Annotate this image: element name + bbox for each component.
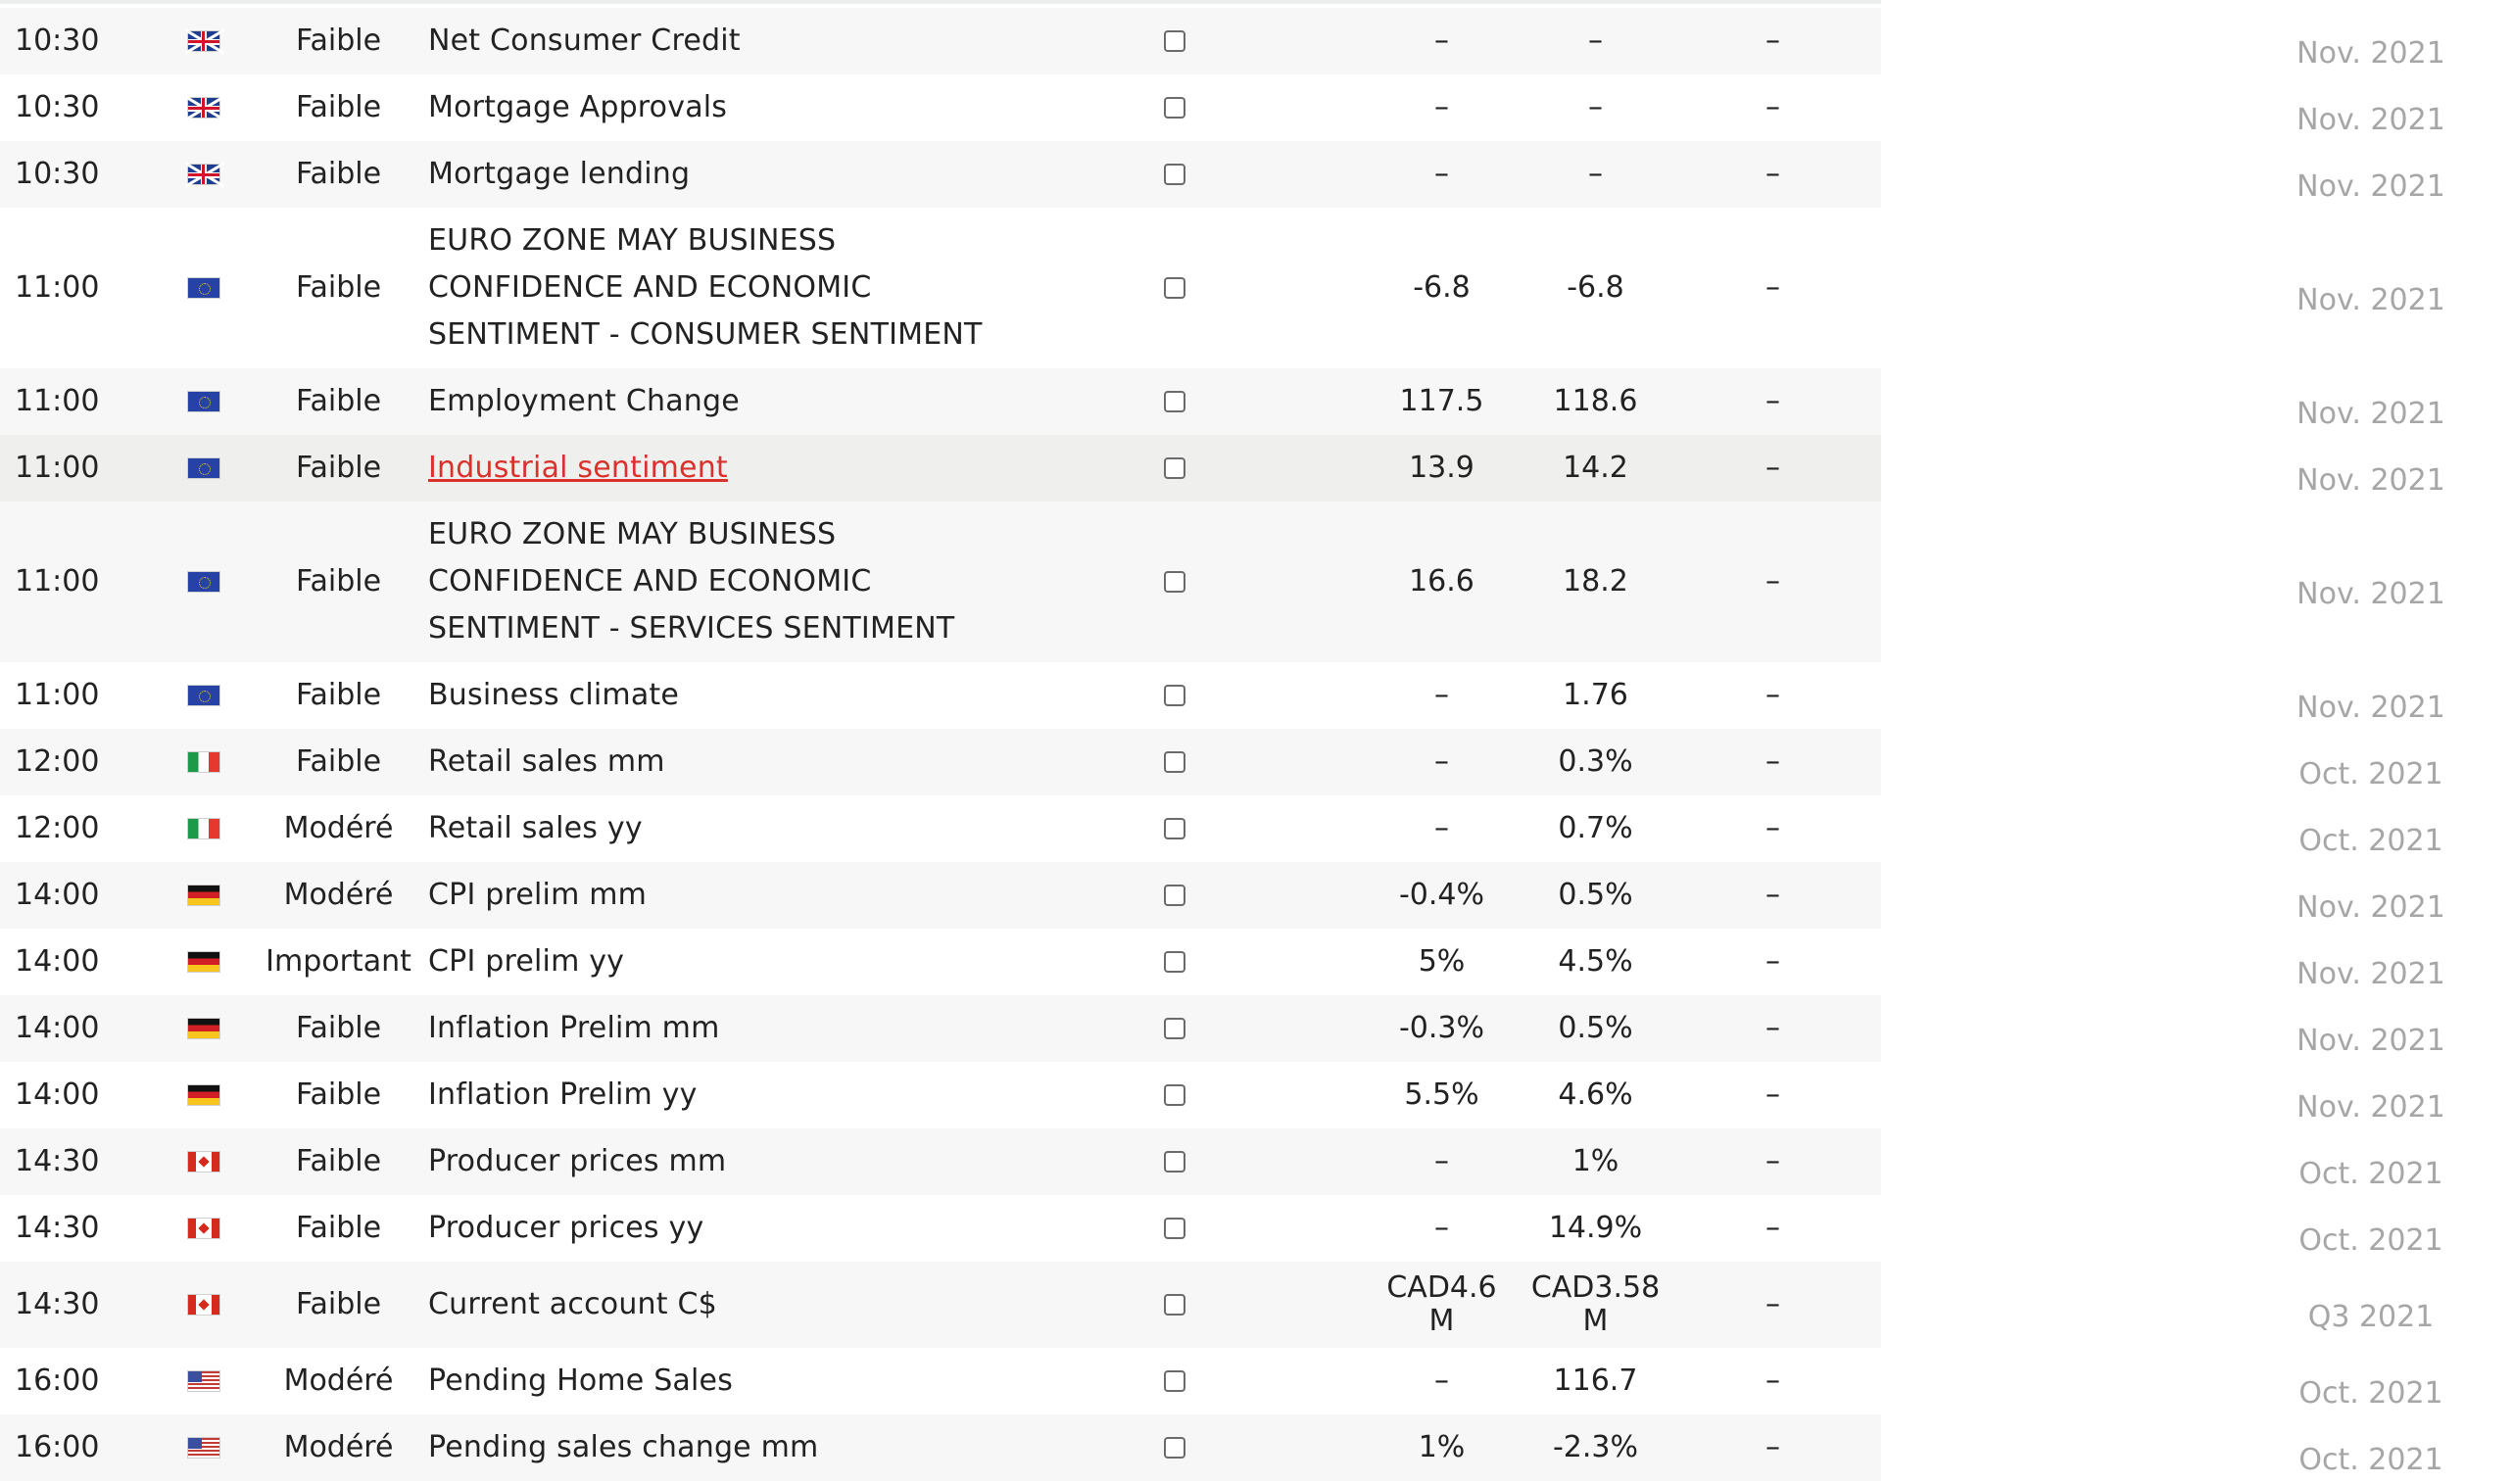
alert-checkbox[interactable]: [1164, 164, 1185, 185]
country-flag-cell: [155, 751, 253, 773]
importance-label: Modéré: [283, 878, 394, 912]
country-flag-cell: [155, 457, 253, 479]
forecast-value: 4.5%: [1558, 944, 1633, 979]
previous-value: –: [1434, 157, 1449, 191]
previous-value: –: [1434, 1364, 1449, 1398]
actual-value: –: [1765, 878, 1780, 912]
forecast-value: 4.6%: [1558, 1077, 1633, 1112]
event-name: [424, 511, 1032, 652]
germany-flag-icon: [187, 1018, 220, 1039]
event-name-text: Retail sales yy: [428, 811, 643, 845]
forecast-value: CAD3.58 M: [1530, 1270, 1661, 1338]
table-row[interactable]: [0, 795, 2443, 862]
event-name-text: Net Consumer Credit: [428, 24, 741, 58]
event-time: 16:00: [15, 1430, 100, 1464]
alert-checkbox[interactable]: [1164, 685, 1185, 706]
previous-value: -6.8: [1413, 270, 1471, 305]
reference-period: Oct. 2021: [2298, 757, 2443, 791]
actual-value: –: [1765, 944, 1780, 979]
event-time: 11:00: [15, 451, 100, 485]
alert-checkbox[interactable]: [1164, 391, 1185, 412]
importance-label: Faible: [295, 744, 382, 779]
economic-calendar-table: [0, 8, 2445, 1481]
uk-flag-icon: [187, 97, 220, 119]
alert-checkbox[interactable]: [1164, 818, 1185, 839]
country-flag-cell: [155, 1218, 253, 1239]
alert-checkbox[interactable]: [1164, 1151, 1185, 1173]
country-flag-cell: [155, 164, 253, 185]
actual-value: –: [1765, 270, 1780, 305]
table-row[interactable]: [0, 74, 2445, 141]
table-row[interactable]: [0, 1128, 2443, 1195]
previous-value: –: [1434, 811, 1449, 845]
actual-value: –: [1765, 384, 1780, 418]
event-name: [424, 378, 1032, 425]
importance-label: Important: [266, 944, 411, 979]
table-row[interactable]: [0, 662, 2445, 729]
event-name-text: Mortgage Approvals: [428, 90, 728, 124]
importance-label: Faible: [295, 678, 382, 712]
forecast-value: 18.2: [1563, 564, 1628, 598]
actual-value: –: [1765, 678, 1780, 712]
country-flag-cell: [155, 951, 253, 973]
importance-label: Faible: [295, 1011, 382, 1045]
event-time: 12:00: [15, 811, 100, 845]
event-time: 16:00: [15, 1364, 100, 1398]
previous-value: 13.9: [1409, 451, 1474, 485]
event-name: [424, 1205, 1032, 1252]
reference-period: Nov. 2021: [2296, 103, 2445, 137]
italy-flag-icon: [187, 818, 220, 839]
event-name-text: Inflation Prelim mm: [428, 1011, 720, 1045]
actual-value: –: [1765, 1287, 1780, 1321]
reference-period: Nov. 2021: [2296, 1090, 2445, 1125]
table-row[interactable]: [0, 368, 2445, 435]
country-flag-cell: [155, 885, 253, 906]
previous-value: 16.6: [1409, 564, 1474, 598]
event-name-text: Pending Home Sales: [428, 1364, 734, 1398]
country-flag-cell: [155, 1370, 253, 1392]
event-name: [424, 217, 1032, 359]
importance-label: Faible: [295, 384, 382, 418]
event-name: [424, 805, 1032, 852]
canada-flag-icon: [187, 1294, 220, 1316]
alert-checkbox[interactable]: [1164, 885, 1185, 906]
country-flag-cell: [155, 1018, 253, 1039]
forecast-value: 0.7%: [1558, 811, 1633, 845]
actual-value: –: [1765, 90, 1780, 124]
importance-label: Faible: [295, 564, 382, 598]
actual-value: –: [1765, 1144, 1780, 1178]
event-time: 11:00: [15, 384, 100, 418]
country-flag-cell: [155, 97, 253, 119]
table-row[interactable]: [0, 729, 2443, 795]
event-name-text: EURO ZONE MAY BUSINESS CONFIDENCE AND ECONOMIC SENTIMENT - SERVICES SENTIMENT: [428, 517, 955, 646]
germany-flag-icon: [187, 1084, 220, 1106]
alert-checkbox[interactable]: [1164, 951, 1185, 973]
reference-period: Nov. 2021: [2296, 577, 2445, 611]
event-name-text: CPI prelim mm: [428, 878, 648, 912]
previous-value: –: [1434, 1144, 1449, 1178]
germany-flag-icon: [187, 885, 220, 906]
table-row[interactable]: [0, 208, 2445, 368]
previous-value: –: [1434, 90, 1449, 124]
actual-value: –: [1765, 1430, 1780, 1464]
eu-flag-icon: [187, 277, 220, 299]
importance-label: Modéré: [283, 1430, 394, 1464]
previous-value: –: [1434, 1211, 1449, 1245]
actual-value: –: [1765, 1077, 1780, 1112]
previous-value: –: [1434, 744, 1449, 779]
event-name: [424, 84, 1032, 131]
previous-value: -0.3%: [1398, 1011, 1485, 1045]
event-name: [424, 739, 1032, 786]
event-name-text: Producer prices yy: [428, 1211, 704, 1245]
event-time: 11:00: [15, 270, 100, 305]
importance-label: Faible: [295, 270, 382, 305]
importance-label: Modéré: [283, 1364, 394, 1398]
alert-checkbox[interactable]: [1164, 30, 1185, 52]
event-time: 11:00: [15, 564, 100, 598]
event-name: [424, 1005, 1032, 1052]
event-link-text[interactable]: Industrial sentiment: [428, 451, 728, 485]
previous-value: 5.5%: [1404, 1077, 1479, 1112]
reference-period: Nov. 2021: [2296, 890, 2445, 925]
alert-checkbox[interactable]: [1164, 277, 1185, 299]
forecast-value: 1%: [1571, 1144, 1619, 1178]
eu-flag-icon: [187, 457, 220, 479]
actual-value: –: [1765, 157, 1780, 191]
table-row[interactable]: [0, 435, 2445, 502]
importance-label: Faible: [295, 1211, 382, 1245]
alert-checkbox-cell[interactable]: [1032, 164, 2445, 204]
reference-period: Nov. 2021: [2296, 283, 2445, 317]
reference-period: Nov. 2021: [2296, 1024, 2445, 1058]
actual-value: –: [1765, 564, 1780, 598]
event-name: [424, 1281, 1032, 1328]
forecast-value: -6.8: [1567, 270, 1624, 305]
importance-label: Faible: [295, 90, 382, 124]
event-time: 14:00: [15, 1077, 100, 1112]
event-name: [424, 1138, 1032, 1185]
event-name: [424, 151, 1032, 198]
forecast-value: 0.5%: [1558, 878, 1633, 912]
actual-value: –: [1765, 451, 1780, 485]
reference-period: Oct. 2021: [2298, 1443, 2443, 1477]
forecast-value: 0.3%: [1558, 744, 1633, 779]
event-name: [424, 1424, 1032, 1471]
forecast-value: 14.2: [1563, 451, 1628, 485]
country-flag-cell: [155, 818, 253, 839]
italy-flag-icon: [187, 751, 220, 773]
actual-value: –: [1765, 24, 1780, 58]
reference-period: Oct. 2021: [2298, 824, 2443, 858]
country-flag-cell: [155, 30, 253, 52]
alert-checkbox-cell[interactable]: [1032, 1151, 2443, 1191]
reference-period: Nov. 2021: [2296, 463, 2445, 498]
country-flag-cell: [155, 1294, 253, 1316]
reference-period: Oct. 2021: [2298, 1376, 2443, 1411]
forecast-value: –: [1588, 157, 1603, 191]
event-name-text: EURO ZONE MAY BUSINESS CONFIDENCE AND ECONOMIC SENTIMENT - CONSUMER SENTIMENT: [428, 223, 983, 352]
reference-period: Nov. 2021: [2296, 397, 2445, 431]
event-time: 10:30: [15, 157, 100, 191]
importance-label: Modéré: [283, 811, 394, 845]
event-name: [424, 18, 1032, 65]
event-time: 14:30: [15, 1144, 100, 1178]
event-name: [424, 872, 1032, 919]
table-row[interactable]: [0, 995, 2445, 1062]
previous-value: –: [1434, 678, 1449, 712]
actual-value: –: [1765, 811, 1780, 845]
event-time: 14:00: [15, 944, 100, 979]
usa-flag-icon: [187, 1370, 220, 1392]
table-row[interactable]: [0, 1195, 2443, 1262]
actual-value: –: [1765, 1364, 1780, 1398]
event-name-text: Producer prices mm: [428, 1144, 727, 1178]
reference-period: Nov. 2021: [2296, 691, 2445, 725]
eu-flag-icon: [187, 571, 220, 593]
actual-value: –: [1765, 1211, 1780, 1245]
country-flag-cell: [155, 277, 253, 299]
alert-checkbox[interactable]: [1164, 457, 1185, 479]
event-name-text: CPI prelim yy: [428, 944, 625, 979]
alert-checkbox[interactable]: [1164, 1018, 1185, 1039]
importance-label: Faible: [295, 1144, 382, 1178]
event-time: 14:30: [15, 1287, 100, 1321]
alert-checkbox[interactable]: [1164, 1218, 1185, 1239]
forecast-value: -2.3%: [1552, 1430, 1639, 1464]
alert-checkbox-cell[interactable]: [1032, 97, 2445, 137]
table-row[interactable]: [0, 862, 2445, 929]
table-row[interactable]: [0, 1414, 2443, 1481]
previous-value: 1%: [1418, 1430, 1466, 1464]
previous-value: -0.4%: [1398, 878, 1485, 912]
importance-label: Faible: [295, 157, 382, 191]
event-time: 11:00: [15, 678, 100, 712]
reference-period: Nov. 2021: [2296, 957, 2445, 991]
country-flag-cell: [155, 685, 253, 706]
event-name-text: Business climate: [428, 678, 680, 712]
reference-period: Q3 2021: [2307, 1300, 2435, 1334]
event-name: [424, 1072, 1032, 1119]
reference-period: Nov. 2021: [2296, 36, 2445, 71]
country-flag-cell: [155, 1437, 253, 1459]
eu-flag-icon: [187, 685, 220, 706]
table-row[interactable]: [0, 141, 2445, 208]
reference-period: Oct. 2021: [2298, 1223, 2443, 1258]
event-time: 10:30: [15, 24, 100, 58]
forecast-value: 116.7: [1553, 1364, 1638, 1398]
event-time: 14:30: [15, 1211, 100, 1245]
event-name-text: Current account C$: [428, 1287, 717, 1321]
event-time: 14:00: [15, 878, 100, 912]
alert-checkbox[interactable]: [1164, 1437, 1185, 1459]
reference-period: Oct. 2021: [2298, 1157, 2443, 1191]
table-row[interactable]: [0, 1262, 2435, 1348]
event-name-text: Mortgage lending: [428, 157, 691, 191]
uk-flag-icon: [187, 164, 220, 185]
canada-flag-icon: [187, 1218, 220, 1239]
table-row[interactable]: [0, 502, 2445, 662]
importance-label: Faible: [295, 451, 382, 485]
previous-value: CAD4.6 M: [1386, 1270, 1497, 1338]
event-name-text: Pending sales change mm: [428, 1430, 819, 1464]
event-time: 12:00: [15, 744, 100, 779]
alert-checkbox[interactable]: [1164, 1084, 1185, 1106]
event-name-text: Employment Change: [428, 384, 740, 418]
table-row[interactable]: [0, 8, 2445, 74]
previous-value: 5%: [1418, 944, 1466, 979]
alert-checkbox[interactable]: [1164, 97, 1185, 119]
forecast-value: –: [1588, 24, 1603, 58]
eu-flag-icon: [187, 391, 220, 412]
uk-flag-icon: [187, 30, 220, 52]
alert-checkbox[interactable]: [1164, 1370, 1185, 1392]
usa-flag-icon: [187, 1437, 220, 1459]
actual-value: –: [1765, 1011, 1780, 1045]
event-link[interactable]: [424, 445, 1032, 492]
country-flag-cell: [155, 1151, 253, 1173]
event-name-text: Inflation Prelim yy: [428, 1077, 698, 1112]
importance-label: Faible: [295, 1077, 382, 1112]
forecast-value: –: [1588, 90, 1603, 124]
event-time: 10:30: [15, 90, 100, 124]
importance-label: Faible: [295, 1287, 382, 1321]
table-row[interactable]: [0, 929, 2445, 995]
alert-checkbox-cell[interactable]: [1032, 30, 2445, 71]
reference-period: Nov. 2021: [2296, 169, 2445, 204]
canada-flag-icon: [187, 1151, 220, 1173]
germany-flag-icon: [187, 951, 220, 973]
event-name: [424, 938, 1032, 985]
event-name-text: Retail sales mm: [428, 744, 665, 779]
event-name: [424, 672, 1032, 719]
forecast-value: 118.6: [1553, 384, 1638, 418]
previous-value: 117.5: [1399, 384, 1484, 418]
forecast-value: 0.5%: [1558, 1011, 1633, 1045]
alert-checkbox[interactable]: [1164, 1294, 1185, 1316]
alert-checkbox[interactable]: [1164, 571, 1185, 593]
country-flag-cell: [155, 391, 253, 412]
country-flag-cell: [155, 1084, 253, 1106]
table-row[interactable]: [0, 1348, 2443, 1414]
top-divider: [0, 0, 1881, 4]
forecast-value: 1.76: [1563, 678, 1628, 712]
forecast-value: 14.9%: [1548, 1211, 1643, 1245]
previous-value: –: [1434, 24, 1449, 58]
importance-label: Faible: [295, 24, 382, 58]
event-name: [424, 1358, 1032, 1405]
country-flag-cell: [155, 571, 253, 593]
table-row[interactable]: [0, 1062, 2445, 1128]
actual-value: –: [1765, 744, 1780, 779]
event-time: 14:00: [15, 1011, 100, 1045]
alert-checkbox[interactable]: [1164, 751, 1185, 773]
